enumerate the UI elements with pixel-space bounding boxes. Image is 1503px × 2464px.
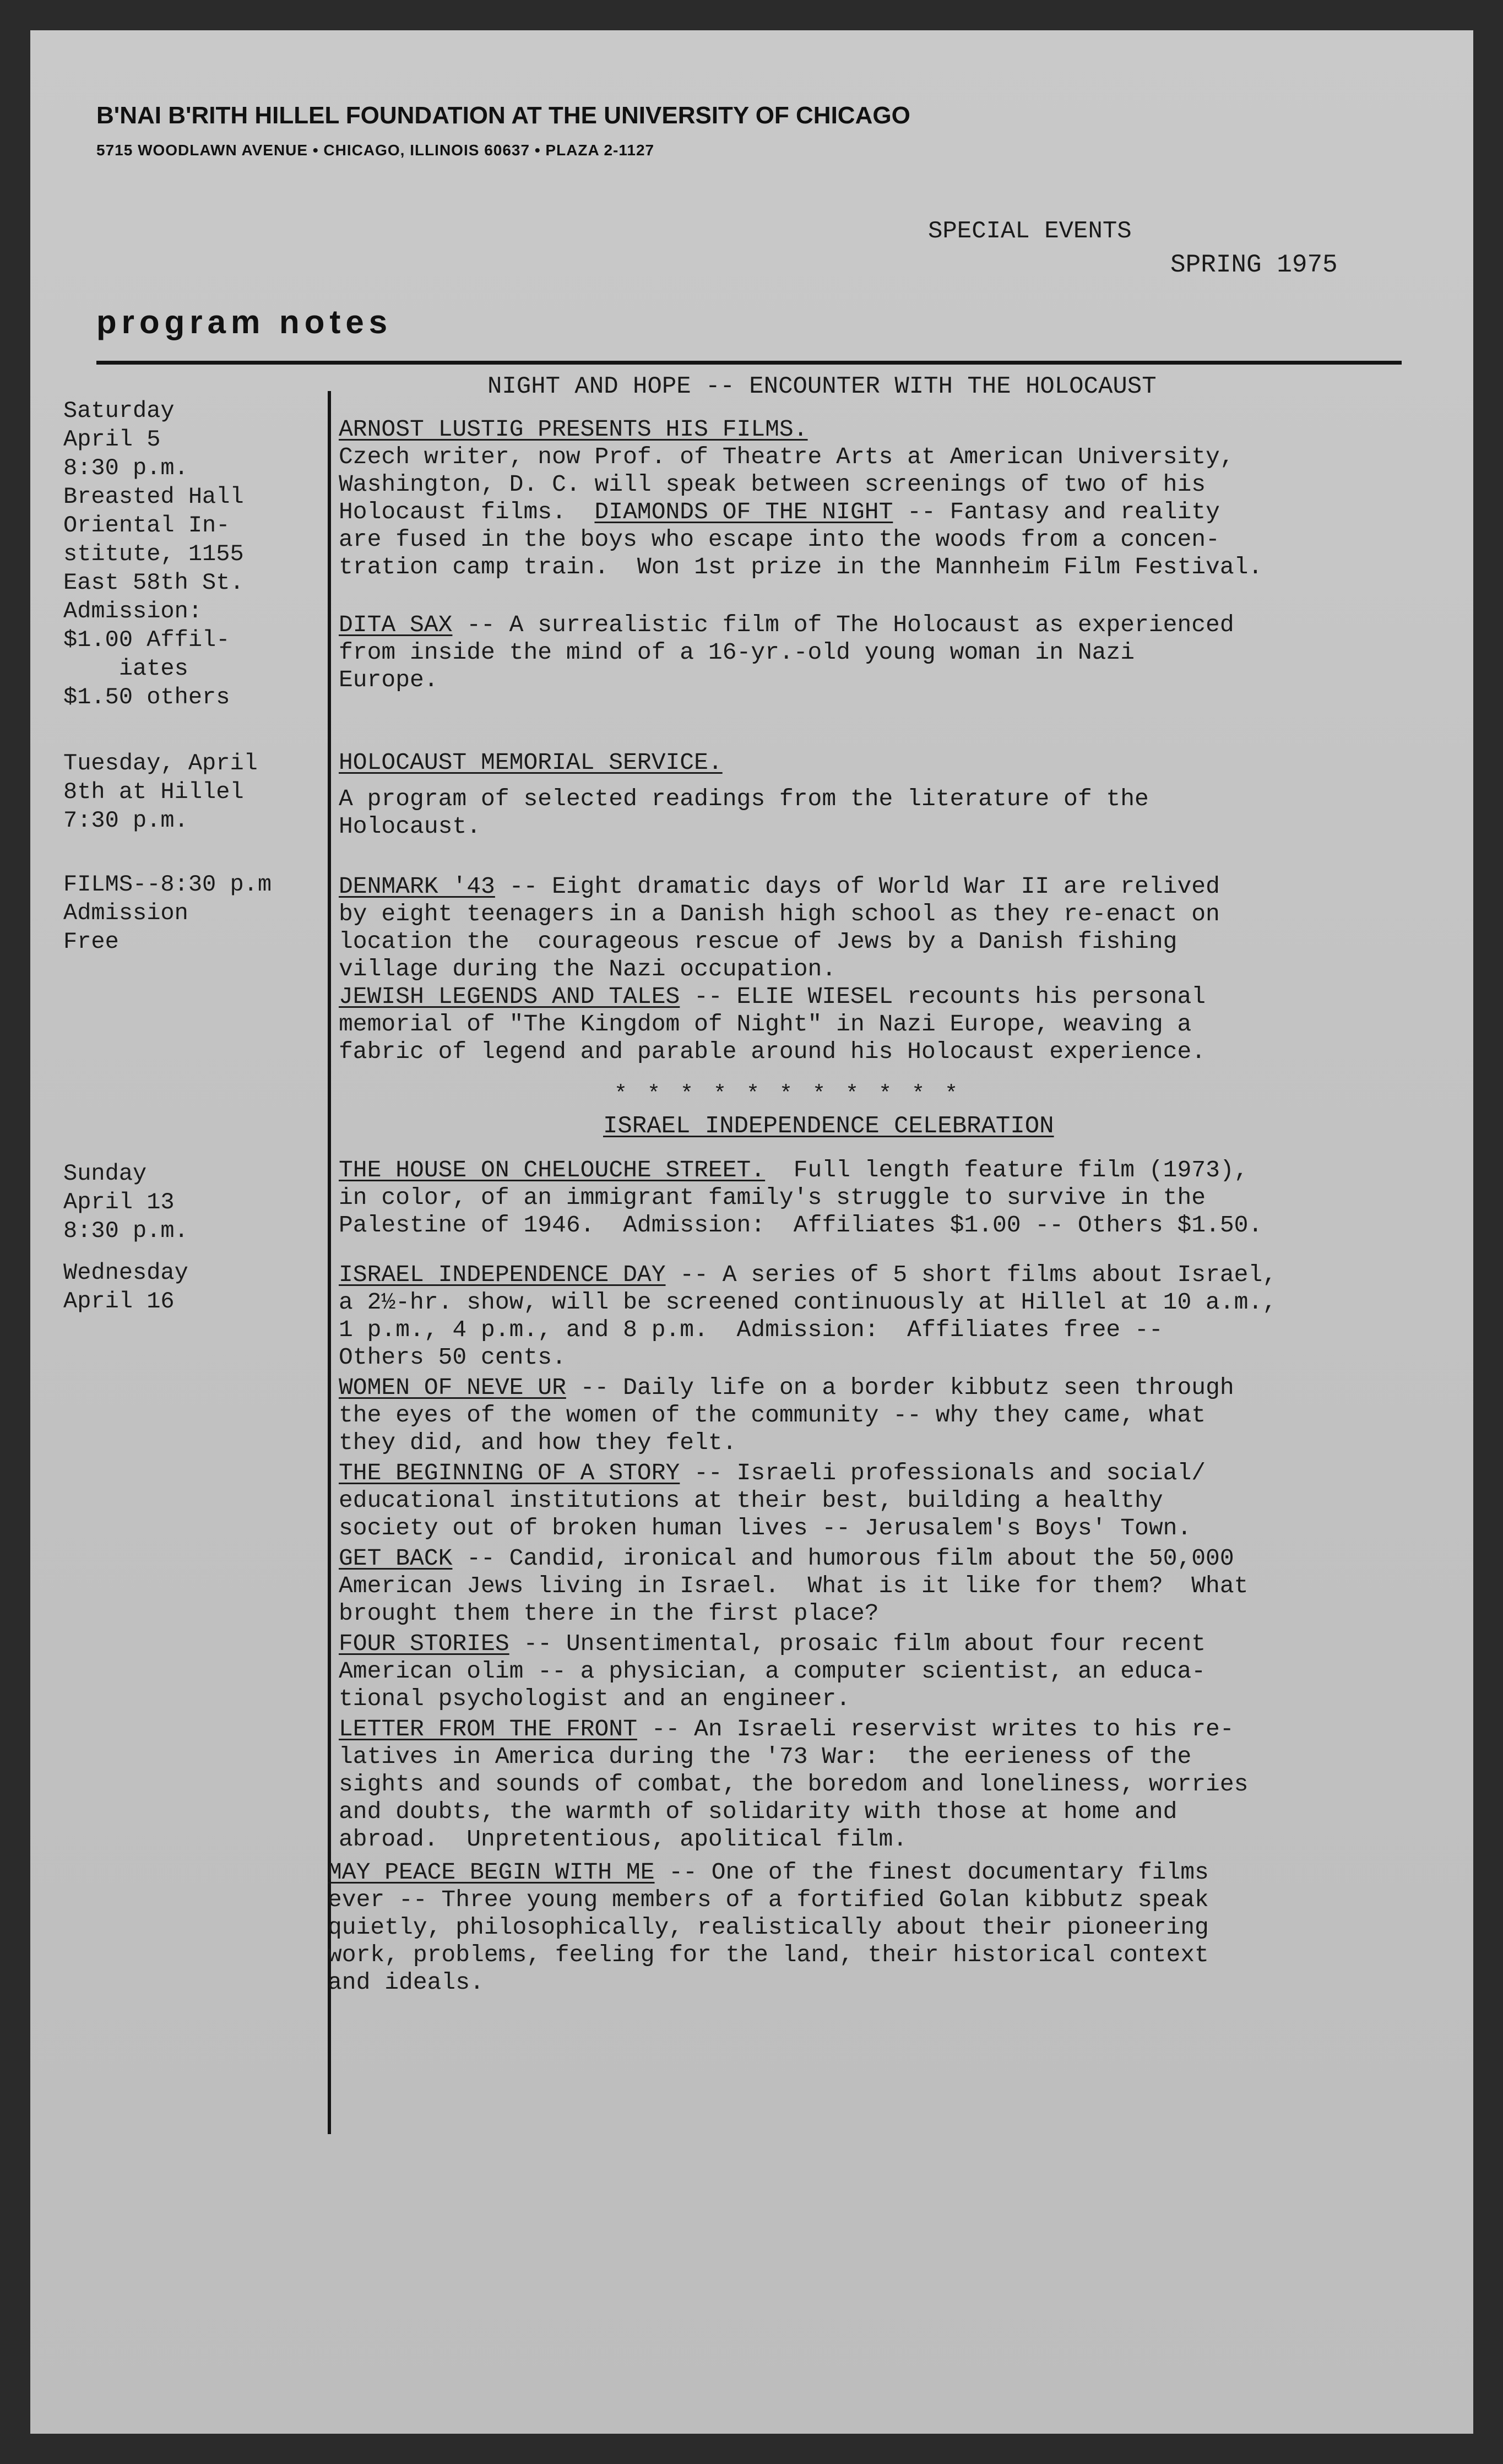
entry-may-peace [328,1859,1407,1996]
special-events-label: SPECIAL EVENTS [928,218,1132,245]
entry-memorial-body: A program of selected readings from the literature of the Holocaust. [339,785,1149,840]
header-rule [96,361,1402,365]
entry-denmark-title: DENMARK '43 [339,873,495,900]
entry-may-peace-title: MAY PEACE BEGIN WITH ME [328,1859,655,1886]
entry-legends-body: -- ELIE WIESEL recounts his personal memorial of "The Kingdom of Night" in Nazi Europe, weaving a fabric of legend and parable around his Holocaust experience. [339,983,1206,1065]
entry-independence-day-title: ISRAEL INDEPENDENCE DAY [339,1261,666,1288]
document-page [30,30,1473,2434]
entry-independence-day [339,1261,1418,1371]
israel-section-title [603,1112,1054,1140]
entry-chelouche [339,1157,1418,1239]
organization-address: 5715 WOODLAWN AVENUE • CHICAGO, ILLINOIS 60637 • PLAZA 2-1127 [96,142,655,159]
entry-beginning-body: -- Israeli professionals and social/ educational institutions at their best, building a healthy society out of broken human lives -- Jerusalem's Boys' Town. [339,1459,1206,1542]
entry-lustig [339,416,1418,581]
entry-get-back-title: GET BACK [339,1545,453,1572]
entry-denmark-body: -- Eight dramatic days of World War II are relived by eight teenagers in a Danish high school as they re-enact on location the courageous rescue of Jews by a Danish fishing village during the Nazi occupation. [339,873,1220,983]
date-tuesday-april-8: Tuesday, April 8th at Hillel 7:30 p.m. [63,750,258,834]
entry-chelouche-title: THE HOUSE ON CHELOUCHE STREET. [339,1157,766,1184]
organization-name: B'NAI B'RITH HILLEL FOUNDATION AT THE UNIVERSITY OF CHICAGO [96,102,910,129]
entry-dita-sax [339,611,1418,694]
entry-legends [339,983,1418,1066]
season-label: SPRING 1975 [1170,251,1338,279]
entry-beginning-title: THE BEGINNING OF A STORY [339,1459,680,1486]
entry-dita-sax-title: DITA SAX [339,611,453,638]
entry-diamonds-title: DIAMONDS OF THE NIGHT [594,498,893,525]
entry-letter-front-body: -- An Israeli reservist writes to his re- latives in America during the '73 War: the eerieness of the sights and sounds of combat, the boredom and loneliness, worries and doubts, the warmth of solidarity with those at home and abroad. Unpretentious, apolitical film. [339,1716,1249,1853]
letterhead [96,102,910,159]
entry-lustig-body: Czech writer, now Prof. of Theatre Arts at American University, Washington, D. C. will speak between screenings of two of his Holocaust films. [339,443,1234,525]
entry-memorial [339,749,1418,840]
section-separator: * * * * * * * * * * * [614,1082,962,1107]
entry-lustig-title: ARNOST LUSTIG PRESENTS HIS FILMS. [339,416,808,443]
entry-may-peace-body: -- One of the finest documentary films ever -- Three young members of a fortified Golan kibbutz speak quietly, philosophically, realistically about their pioneering work, problems, feeling for the land, their historical context and ideals. [328,1859,1209,1996]
program-notes-title: program notes [96,303,393,340]
entry-get-back [339,1545,1418,1627]
entry-dita-sax-body: -- A surrealistic film of The Holocaust as experienced from inside the mind of a 16-yr.-old young woman in Nazi Europe. [339,611,1234,693]
entry-beginning [339,1459,1418,1542]
entry-memorial-title: HOLOCAUST MEMORIAL SERVICE. [339,749,723,776]
date-sunday-april-13: Sunday April 13 8:30 p.m. [63,1160,188,1244]
entry-neve-ur-title: WOMEN OF NEVE UR [339,1374,566,1401]
entry-neve-ur-body: -- Daily life on a border kibbutz seen through the eyes of the women of the community -- why they came, what they did, and how they felt. [339,1374,1234,1456]
entry-four-stories-body: -- Unsentimental, prosaic film about four recent American olim -- a physician, a computer scientist, an educa- tional psychologist and an engineer. [339,1630,1206,1712]
entry-denmark [339,873,1418,983]
entry-four-stories [339,1630,1418,1713]
entry-diamonds-body: -- Fantasy and reality are fused in the boys who escape into the woods from a concen- tration camp train. Won 1st prize in the Mannheim Film Festival. [339,498,1263,580]
entry-get-back-body: -- Candid, ironical and humorous film about the 50,000 American Jews living in Israel. What is it like for them? What brought them there in the first place? [339,1545,1249,1627]
entry-four-stories-title: FOUR STORIES [339,1630,509,1657]
entry-letter-front [339,1716,1418,1853]
date-saturday-april-5: Saturday April 5 8:30 p.m. Breasted Hall Oriental In- stitute, 1155 East 58th St. Admission: $1.00 Affil- iates $1.50 others [63,398,244,710]
entry-legends-title: JEWISH LEGENDS AND TALES [339,983,680,1010]
entry-letter-front-title: LETTER FROM THE FRONT [339,1716,637,1743]
israel-section-title-text: ISRAEL INDEPENDENCE CELEBRATION [603,1112,1054,1140]
holocaust-section-title: NIGHT AND HOPE -- ENCOUNTER WITH THE HOLOCAUST [487,373,1157,400]
entry-chelouche-body: Full length feature film (1973), in color, of an immigrant family's struggle to survive in the Palestine of 1946. Admission: Affiliates $1.00 -- Others $1.50. [339,1157,1263,1239]
date-films-admission: FILMS--8:30 p.m Admission Free [63,871,272,955]
entry-neve-ur [339,1374,1418,1457]
entry-independence-day-body: -- A series of 5 short films about Israel, a 2½-hr. show, will be screened continuously at Hillel at 10 a.m., 1 p.m., 4 p.m., and 8 p.m. Admission: Affiliates free -- Others 50 cents. [339,1261,1277,1371]
date-wednesday-april-16: Wednesday April 16 [63,1260,188,1315]
